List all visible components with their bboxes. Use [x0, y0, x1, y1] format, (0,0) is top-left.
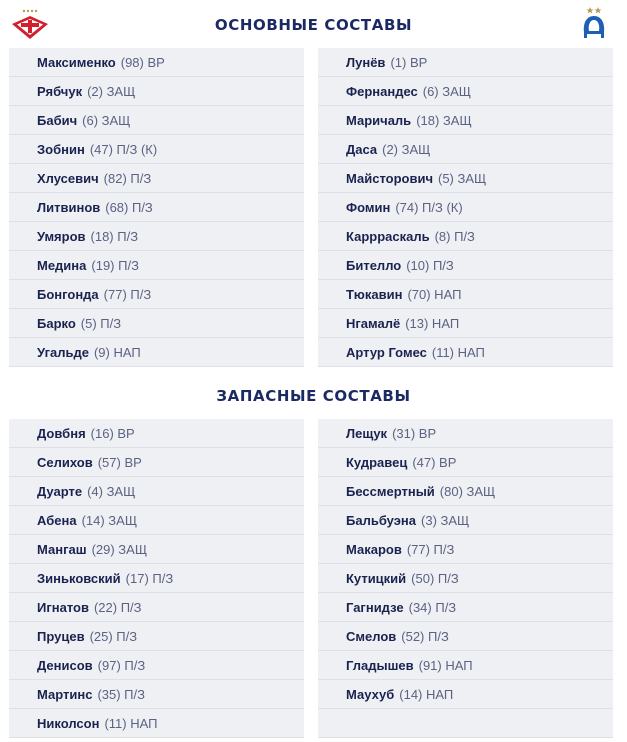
player-info: (97) П/З	[97, 657, 146, 673]
player-row	[9, 309, 304, 338]
player-info: (16) ВР	[90, 425, 135, 441]
player-info: (82) П/З	[103, 170, 152, 186]
player-info: (14) НАП	[399, 686, 454, 702]
player-row	[9, 535, 304, 564]
player-name: Бальбуэна	[346, 512, 417, 528]
player-row	[9, 622, 304, 651]
player-row	[318, 506, 613, 535]
player-info: (35) П/З	[97, 686, 145, 702]
player-info: (9) НАП	[93, 344, 141, 360]
player-info: (22) П/З	[93, 599, 142, 615]
player-name: Селихов	[37, 454, 93, 470]
lineups-title: ОСНОВНЫЕ СОСТАВЫ	[214, 16, 413, 34]
player-row	[9, 419, 304, 448]
player-info: (6) ЗАЩ	[82, 112, 131, 128]
player-name: Рябчук	[37, 83, 83, 99]
player-row	[318, 419, 613, 448]
player-name: Макаров	[346, 541, 402, 557]
player-info: (34) П/З	[408, 599, 457, 615]
player-row	[9, 222, 304, 251]
player-info: (18) П/З	[90, 228, 139, 244]
player-row	[318, 309, 613, 338]
player-info: (6) ЗАЩ	[422, 83, 471, 99]
player-info: (80) ЗАЩ	[439, 483, 496, 499]
player-row	[9, 77, 304, 106]
player-name: Хлусевич	[37, 170, 99, 186]
player-name: Медина	[37, 257, 87, 273]
player-name: Игнатов	[37, 599, 89, 615]
player-row	[9, 193, 304, 222]
player-info: (14) ЗАЩ	[81, 512, 138, 528]
player-info: (19) П/З	[91, 257, 139, 273]
player-row	[9, 651, 304, 680]
player-row	[9, 48, 304, 77]
player-row	[318, 535, 613, 564]
player-name: Кудравец	[346, 454, 408, 470]
home-lineup-list	[9, 48, 304, 367]
player-name: Майсторович	[346, 170, 433, 186]
player-row	[318, 280, 613, 309]
player-info: (47) П/З (К)	[89, 141, 158, 157]
player-row	[318, 651, 613, 680]
player-info: (52) П/З	[401, 628, 449, 644]
player-info: (91) НАП	[418, 657, 473, 673]
player-row	[318, 477, 613, 506]
player-row	[9, 164, 304, 193]
player-row	[318, 48, 613, 77]
player-info: (74) П/З (К)	[395, 199, 463, 215]
player-name: Денисов	[37, 657, 93, 673]
player-info: (2) ЗАЩ	[382, 141, 431, 157]
player-name: Максименко	[37, 54, 116, 70]
player-row	[318, 593, 613, 622]
player-info: (31) ВР	[392, 425, 437, 441]
player-row	[318, 222, 613, 251]
player-name: Пруцев	[37, 628, 85, 644]
player-name: Смелов	[346, 628, 397, 644]
player-info: (13) НАП	[405, 315, 460, 331]
player-name: Лунёв	[346, 54, 386, 70]
player-row	[9, 477, 304, 506]
player-info: (18) ЗАЩ	[416, 112, 472, 128]
player-name: Фернандес	[346, 83, 418, 99]
player-name: Артур Гомес	[346, 344, 427, 360]
player-row	[9, 448, 304, 477]
player-row	[318, 622, 613, 651]
player-info: (17) П/З	[125, 570, 174, 586]
player-name: Литвинов	[37, 199, 101, 215]
player-name: Кутицкий	[346, 570, 407, 586]
player-info: (77) П/З	[103, 286, 152, 302]
player-info: (8) П/З	[434, 228, 475, 244]
player-name: Мангаш	[37, 541, 87, 557]
player-row	[318, 193, 613, 222]
player-info: (4) ЗАЩ	[87, 483, 136, 499]
player-name: Бессмертный	[346, 483, 435, 499]
player-row	[9, 564, 304, 593]
player-row	[9, 280, 304, 309]
player-info: (68) П/З	[105, 199, 153, 215]
player-row	[318, 448, 613, 477]
player-name: Бабич	[37, 112, 78, 128]
player-info: (3) ЗАЩ	[421, 512, 470, 528]
player-row	[318, 564, 613, 593]
player-name: Умяров	[37, 228, 86, 244]
player-name: Барко	[37, 315, 76, 331]
player-info: (2) ЗАЩ	[87, 83, 136, 99]
player-row	[9, 251, 304, 280]
player-name: Тюкавин	[346, 286, 403, 302]
player-info: (10) П/З	[406, 257, 454, 273]
player-info: (5) ЗАЩ	[438, 170, 487, 186]
subs-title: ЗАПАСНЫЕ СОСТАВЫ	[216, 387, 411, 405]
player-info: (57) ВР	[97, 454, 142, 470]
player-info: (11) НАП	[431, 344, 485, 360]
player-info: (1) ВР	[390, 54, 428, 70]
player-name: Маричаль	[346, 112, 412, 128]
player-name: Зобнин	[37, 141, 85, 157]
player-name: Фомин	[346, 199, 391, 215]
player-name: Каррраскаль	[346, 228, 430, 244]
player-name: Бонгонда	[37, 286, 99, 302]
player-row	[9, 506, 304, 535]
player-name: Угальде	[37, 344, 89, 360]
player-row	[9, 593, 304, 622]
player-row	[318, 135, 613, 164]
player-name: Даса	[346, 141, 378, 157]
player-row	[9, 135, 304, 164]
away-lineup-list	[318, 48, 613, 367]
player-row	[318, 338, 613, 367]
away-subs-list	[318, 419, 613, 738]
player-name: Нгамалё	[346, 315, 401, 331]
player-name: Мартинс	[37, 686, 93, 702]
player-info: (98) ВР	[120, 54, 165, 70]
player-row	[318, 77, 613, 106]
player-info: (5) П/З	[80, 315, 122, 331]
player-name: Николсон	[37, 715, 100, 731]
player-name: Абена	[37, 512, 77, 528]
player-info: (77) П/З	[406, 541, 455, 557]
player-row	[318, 106, 613, 135]
player-name: Бителло	[346, 257, 402, 273]
player-name: Гагнидзе	[346, 599, 404, 615]
player-info: (25) П/З	[89, 628, 138, 644]
player-name: Гладышев	[346, 657, 414, 673]
player-row	[318, 164, 613, 193]
player-row	[9, 338, 304, 367]
player-info: (50) П/З	[411, 570, 459, 586]
player-name: Зиньковский	[37, 570, 121, 586]
player-info: (47) ВР	[412, 454, 457, 470]
player-info: (70) НАП	[407, 286, 462, 302]
player-row	[318, 680, 613, 709]
player-row	[9, 680, 304, 709]
home-subs-list	[9, 419, 304, 738]
player-name: Маухуб	[346, 686, 395, 702]
player-name: Лещук	[346, 425, 388, 441]
player-name: Дуарте	[37, 483, 83, 499]
player-info: (11) НАП	[104, 715, 158, 731]
player-row	[9, 709, 304, 738]
player-name: Довбня	[37, 425, 86, 441]
player-row	[9, 106, 304, 135]
player-row	[318, 251, 613, 280]
empty-row	[318, 709, 613, 738]
player-info: (29) ЗАЩ	[91, 541, 148, 557]
